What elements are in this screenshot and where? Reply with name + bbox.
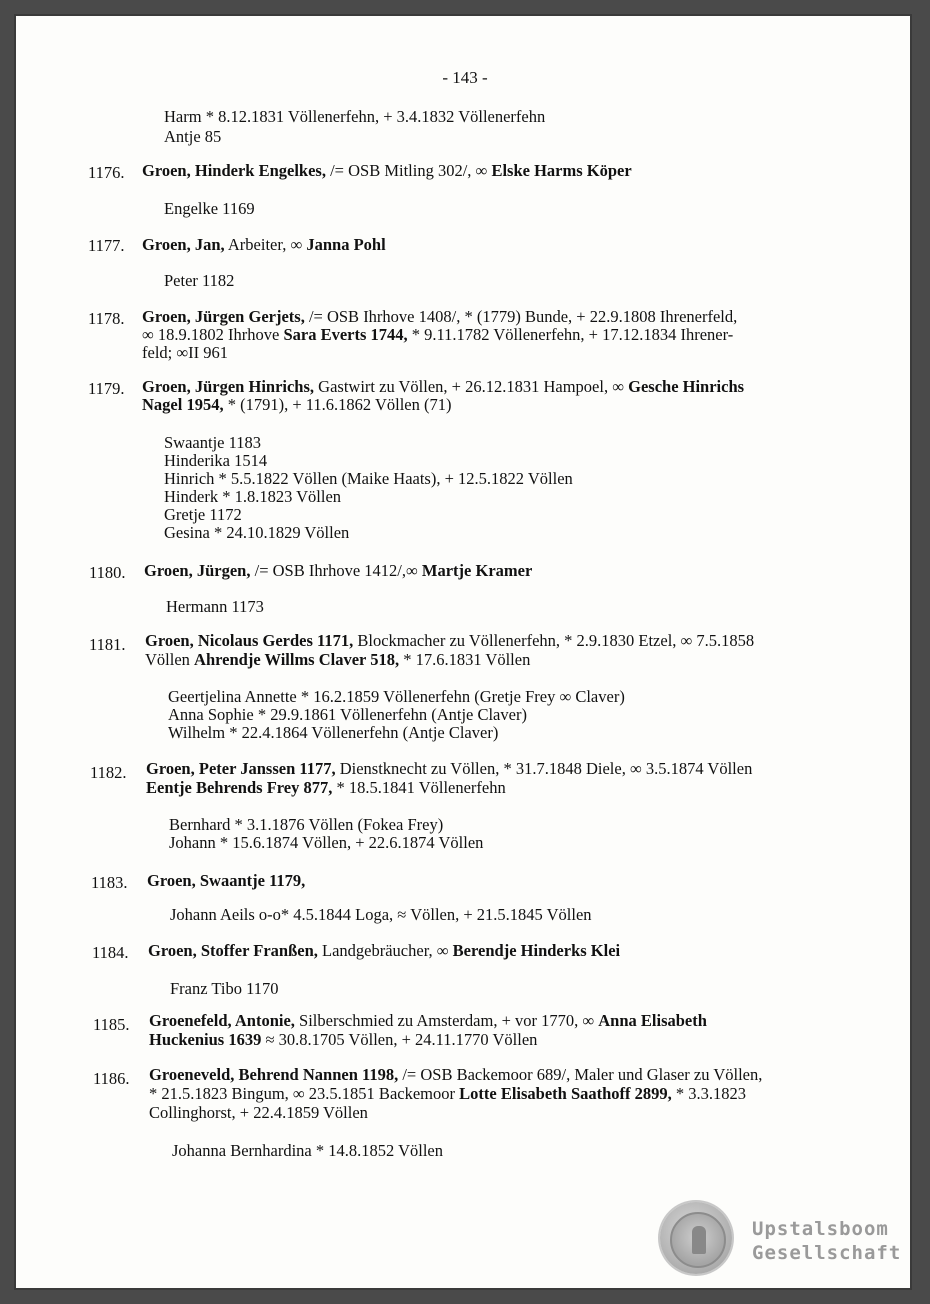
entry-line	[149, 1031, 537, 1049]
entry-line	[142, 326, 733, 344]
entry-name: Groen, Jürgen,	[144, 561, 251, 580]
child-line: Anna Sophie * 29.9.1861 Völlenerfehn (Antje Claver)	[168, 705, 527, 724]
entry-name: Groen, Jan,	[142, 235, 225, 254]
entry-heading	[142, 236, 386, 254]
entry-heading	[146, 760, 752, 778]
brand-line-1: Upstalsboom	[752, 1218, 889, 1240]
entry-text: Silberschmied zu Amsterdam, + vor 1770, ∞	[294, 1011, 599, 1030]
spouse-name: Sara Everts 1744,	[283, 325, 408, 344]
entry-heading	[147, 872, 305, 890]
entry-number: 1182.	[90, 763, 127, 782]
entry-number: 1176.	[88, 163, 125, 182]
child-line: Geertjelina Annette * 16.2.1859 Völlenerfehn (Gretje Frey ∞ Claver)	[168, 687, 625, 706]
spouse-name: Elske Harms Köper	[491, 161, 632, 180]
child-line: Johann * 15.6.1874 Völlen, + 22.6.1874 Völlen	[169, 833, 484, 852]
entry-heading	[142, 162, 632, 180]
entry-number: 1177.	[88, 236, 125, 255]
entry-heading	[149, 1012, 707, 1030]
entry-line	[146, 779, 506, 797]
seal-inner-ring	[670, 1212, 726, 1268]
entry-text: ≈ 30.8.1705 Völlen, + 24.11.1770 Völlen	[261, 1030, 538, 1049]
entry-heading	[144, 562, 532, 580]
entry-text: Blockmacher zu Völlenerfehn, * 2.9.1830 Etzel, ∞ 7.5.1858	[353, 631, 755, 650]
child-line: Engelke 1169	[164, 199, 255, 218]
entry-number: 1185.	[93, 1015, 130, 1034]
entry-heading	[142, 378, 744, 396]
brand-line-2: Gesellschaft	[752, 1242, 902, 1264]
entry-number: 1180.	[89, 563, 126, 582]
entry-number: 1184.	[92, 943, 129, 962]
entry-text: * 17.6.1831 Völlen	[399, 650, 531, 669]
entry-heading	[149, 1066, 762, 1084]
entry-heading	[142, 308, 737, 326]
child-line: Johanna Bernhardina * 14.8.1852 Völlen	[172, 1141, 443, 1160]
entry-text: Dienstknecht zu Völlen, * 31.7.1848 Diele, ∞ 3.5.1874 Völlen	[335, 759, 753, 778]
entry-name: Groen, Stoffer Franßen,	[148, 941, 318, 960]
text-line: Antje 85	[164, 127, 222, 146]
entry-number: 1178.	[88, 309, 125, 328]
child-line: Gretje 1172	[164, 505, 242, 524]
spouse-name: Anna Elisabeth	[598, 1011, 707, 1030]
entry-number: 1183.	[91, 873, 128, 892]
entry-line	[142, 396, 451, 414]
entry-text: Gastwirt zu Völlen, + 26.12.1831 Hampoel, ∞	[314, 377, 629, 396]
child-line: Bernhard * 3.1.1876 Völlen (Fokea Frey)	[169, 815, 444, 834]
child-line: Hinderika 1514	[164, 451, 268, 470]
entry-text: Arbeiter, ∞	[224, 235, 307, 254]
spouse-name: Eentje Behrends Frey 877,	[146, 778, 333, 797]
child-line: Peter 1182	[164, 271, 235, 290]
entry-heading	[148, 942, 620, 960]
child-line: Hinderk * 1.8.1823 Völlen	[164, 487, 342, 506]
entry-text: * 21.5.1823 Bingum, ∞ 23.5.1851 Backemoor	[149, 1084, 460, 1103]
spouse-name: Janna Pohl	[306, 235, 386, 254]
spouse-name: Gesche Hinrichs	[628, 377, 745, 396]
entry-name: Groen, Hinderk Engelkes,	[142, 161, 326, 180]
entry-text: /= OSB Ihrhove 1412/,∞	[250, 561, 422, 580]
child-line: Franz Tibo 1170	[170, 979, 279, 998]
child-line: Hinrich * 5.5.1822 Völlen (Maike Haats), + 12.5.1822 Völlen	[164, 469, 573, 488]
entry-name: Groen, Jürgen Gerjets,	[142, 307, 305, 326]
entry-text: * 9.11.1782 Völlenerfehn, + 17.12.1834 Ihrener-	[407, 325, 734, 344]
spouse-name: Nagel 1954,	[142, 395, 224, 414]
spouse-name: Ahrendje Willms Claver 518,	[194, 650, 400, 669]
spouse-name: Berendje Hinderks Klei	[452, 941, 621, 960]
child-line: Gesina * 24.10.1829 Völlen	[164, 523, 350, 542]
entry-number: 1179.	[88, 379, 125, 398]
entry-line	[145, 651, 530, 669]
seal-figure	[692, 1226, 706, 1254]
entry-text: /= OSB Mitling 302/, ∞	[325, 161, 492, 180]
entry-number: 1181.	[89, 635, 126, 654]
child-line: Swaantje 1183	[164, 433, 261, 452]
spouse-name: Lotte Elisabeth Saathoff 2899,	[459, 1084, 672, 1103]
entry-text: * 3.3.1823	[671, 1084, 747, 1103]
entry-text: ∞ 18.9.1802 Ihrhove	[142, 325, 284, 344]
entry-text: * 18.5.1841 Völlenerfehn	[332, 778, 506, 797]
entry-name: Groen, Jürgen Hinrichs,	[142, 377, 315, 396]
entry-text: /= OSB Ihrhove 1408/, * (1779) Bunde, + 22.9.1808 Ihrenerfeld,	[304, 307, 738, 326]
entry-heading	[145, 632, 754, 650]
text-line: Harm * 8.12.1831 Völlenerfehn, + 3.4.1832 Völlenerfehn	[164, 107, 546, 126]
child-line: Hermann 1173	[166, 597, 264, 616]
seal-logo	[660, 1202, 732, 1274]
entry-text: Landgebräucher, ∞	[317, 941, 453, 960]
entry-text: * (1791), + 11.6.1862 Völlen (71)	[223, 395, 452, 414]
entry-name: Groen, Swaantje 1179,	[147, 871, 306, 890]
entry-name: Groeneveld, Behrend Nannen 1198,	[149, 1065, 399, 1084]
entry-text: Völlen	[145, 650, 195, 669]
child-line: Wilhelm * 22.4.1864 Völlenerfehn (Antje Claver)	[168, 723, 499, 742]
spouse-name: Martje Kramer	[421, 561, 533, 580]
entry-text: /= OSB Backemoor 689/, Maler und Glaser zu Völlen,	[398, 1065, 763, 1084]
spouse-name: Huckenius 1639	[149, 1030, 262, 1049]
page-number: - 143 -	[442, 68, 488, 87]
entry-number: 1186.	[93, 1069, 130, 1088]
entry-name: Groenefeld, Antonie,	[149, 1011, 295, 1030]
entry-line: feld; ∞II 961	[142, 343, 228, 362]
entry-line	[149, 1085, 746, 1103]
entry-name: Groen, Nicolaus Gerdes 1171,	[145, 631, 354, 650]
child-line: Johann Aeils o-o* 4.5.1844 Loga, ≈ Völlen, + 21.5.1845 Völlen	[170, 905, 592, 924]
entry-line: Collinghorst, + 22.4.1859 Völlen	[149, 1103, 368, 1122]
entry-name: Groen, Peter Janssen 1177,	[146, 759, 336, 778]
